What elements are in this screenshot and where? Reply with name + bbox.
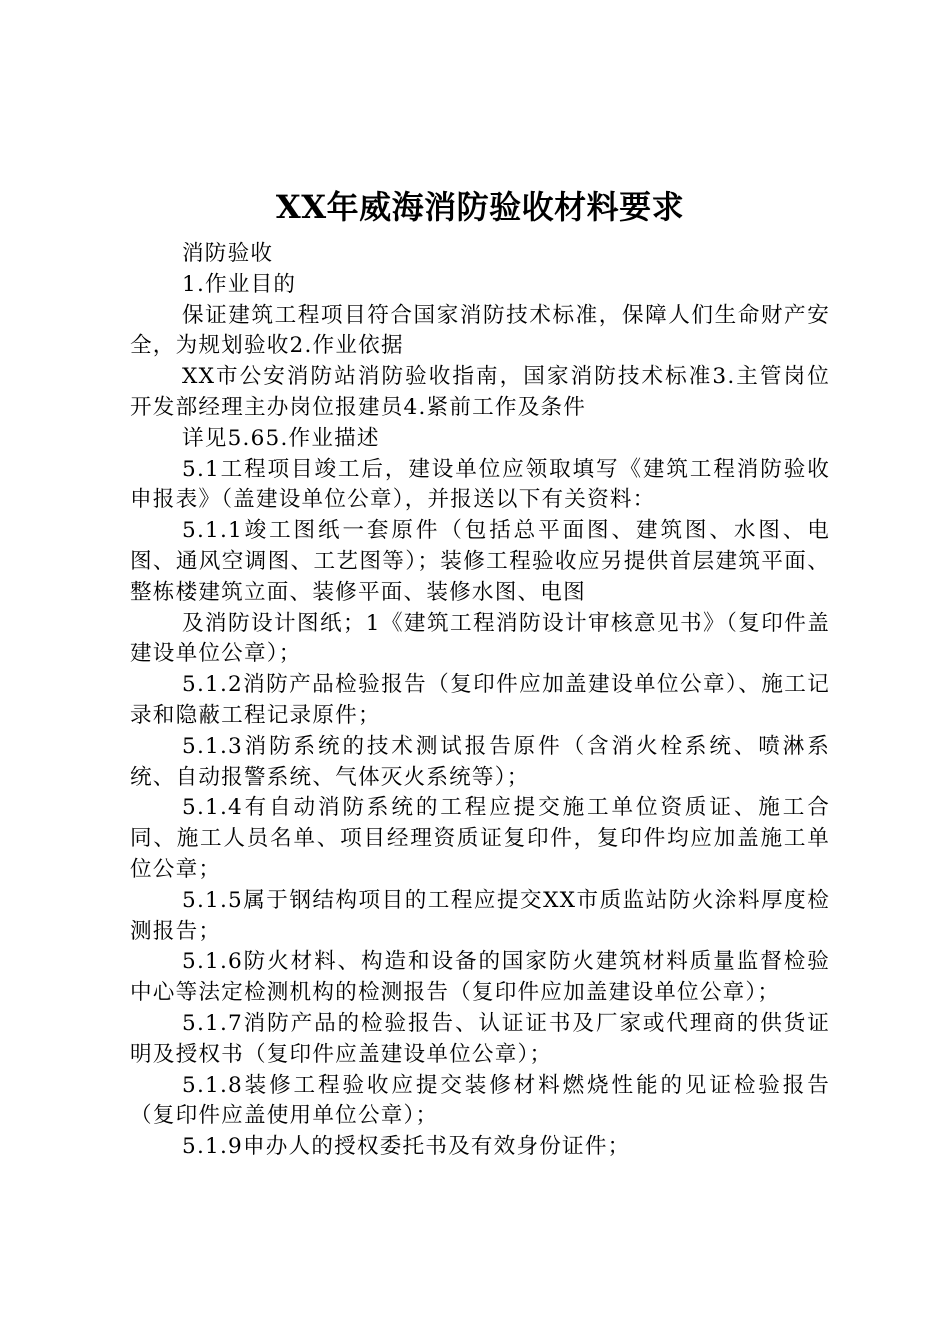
paragraph-5-1-6: 5.1.6防火材料、构造和设备的国家防火建筑材料质量监督检验中心等法定检测机构的检测报告（复印件应加盖建设单位公章）； <box>130 949 830 1006</box>
paragraph-purpose-heading: 1.作业目的 <box>182 271 297 297</box>
paragraph-section-heading: 消防验收 <box>182 241 274 266</box>
paragraph-5-1-5: 5.1.5属于钢结构项目的工程应提交XX市质监站防火涂料厚度检测报告； <box>130 887 830 944</box>
paragraph-5-1: 5.1工程项目竣工后，建设单位应领取填写《建筑工程消防验收申报表》（盖建设单位公章），并报送以下有关资料： <box>130 456 830 513</box>
paragraph-5-1-8: 5.1.8装修工程验收应提交装修材料燃烧性能的见证检验报告（复印件应盖使用单位公章）； <box>130 1072 830 1129</box>
paragraph-purpose: 保证建筑工程项目符合国家消防技术标准，保障人们生命财产安全，为规划验收2.作业依据 <box>130 302 830 359</box>
paragraph-5-1-1-continued: 及消防设计图纸；1《建筑工程消防设计审核意见书》（复印件盖建设单位公章）； <box>130 610 830 667</box>
paragraph-basis: XX市公安消防站消防验收指南，国家消防技术标准3.主管岗位开发部经理主办岗位报建员4.紧前工作及条件 <box>130 364 830 420</box>
paragraph-5-1-2: 5.1.2消防产品检验报告（复印件应加盖建设单位公章）、施工记录和隐蔽工程记录原件； <box>130 672 830 728</box>
paragraph-5-1-3: 5.1.3消防系统的技术测试报告原件（含消火栓系统、喷淋系统、自动报警系统、气体灭火系统等）； <box>130 733 830 790</box>
paragraph-5-1-1: 5.1.1竣工图纸一套原件（包括总平面图、建筑图、水图、电图、通风空调图、工艺图等）；装修工程验收应另提供首层建筑平面、整栋楼建筑立面、装修平面、装修水图、电图 <box>130 518 830 605</box>
paragraph-5-1-7: 5.1.7消防产品的检验报告、认证证书及厂家或代理商的供货证明及授权书（复印件应盖建设单位公章）； <box>130 1010 830 1067</box>
document-body <box>130 183 830 1163</box>
paragraph-description-heading: 详见5.65.作业描述 <box>182 425 380 451</box>
paragraph-5-1-9: 5.1.9申办人的授权委托书及有效身份证件； <box>182 1134 631 1160</box>
document-title: XX年威海消防验收材料要求 <box>275 188 685 226</box>
paragraph-5-1-4: 5.1.4有自动消防系统的工程应提交施工单位资质证、施工合同、施工人员名单、项目经理资质证复印件，复印件均应加盖施工单位公章； <box>130 795 830 882</box>
